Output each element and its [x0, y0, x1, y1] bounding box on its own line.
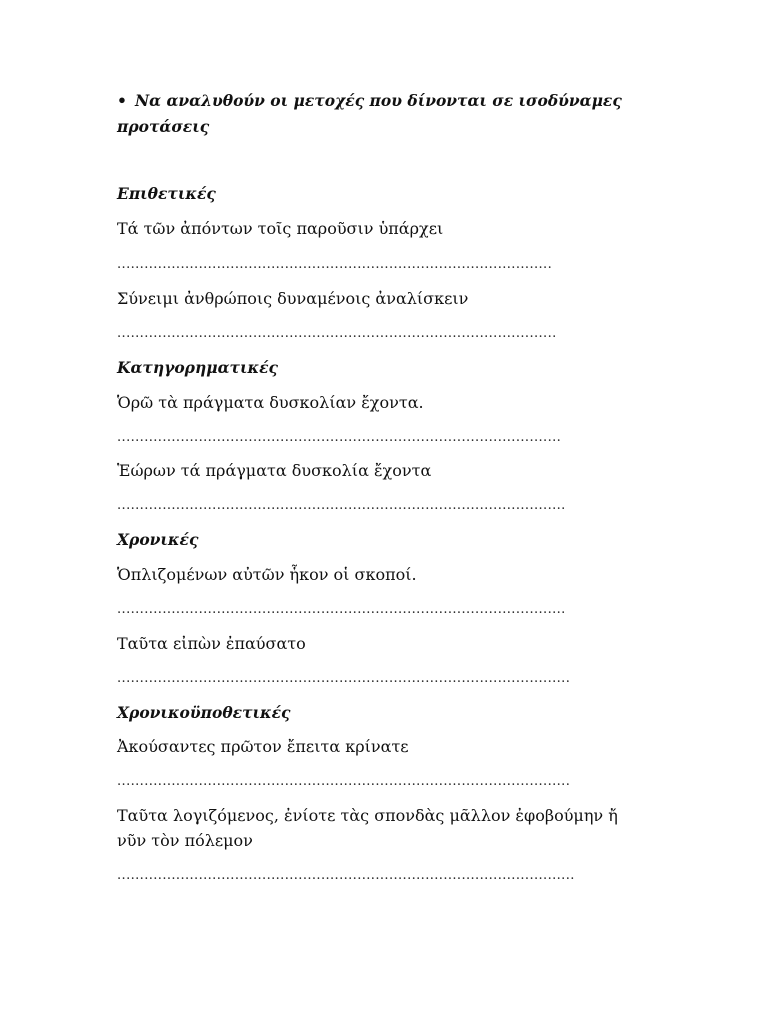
answer-line-5[interactable]: ...................................................................................................	[117, 602, 566, 617]
sentence-1: Τά τῶν ἀπόντων τοῖς παροῦσιν ὑπάρχει	[117, 219, 444, 238]
bullet-icon: •	[117, 91, 127, 110]
answer-line-6[interactable]: ....................................................................................................	[117, 671, 571, 686]
sentence-2: Σύνειμι ἀνθρώποις δυναμένοις ἀναλίσκειν	[117, 289, 469, 308]
answer-line-2[interactable]: .................................................................................................	[117, 326, 557, 341]
answer-line-4[interactable]: ...................................................................................................	[117, 498, 566, 513]
answer-line-1[interactable]: ................................................................................................	[117, 257, 553, 272]
sentence-3: Ὁρῶ τὰ πράγματα δυσκολίαν ἔχοντα.	[117, 393, 424, 412]
sentence-6: Ταῦτα εἰπὼν ἐπαύσατο	[117, 634, 306, 653]
sentence-4: Ἑώρων τά πράγματα δυσκολία ἔχοντα	[117, 461, 432, 480]
sentence-7: Ἀκούσαντες πρῶτον ἔπειτα κρίνατε	[117, 737, 409, 756]
instruction-line-1	[117, 90, 622, 112]
sentence-8-line-1: Ταῦτα λογιζόμενος, ἐνίοτε τὰς σπονδὰς μᾶλλον ἐφοβούμην ἤ	[117, 806, 618, 825]
section-heading-chronikes: Χρονικές	[117, 530, 199, 549]
answer-line-8[interactable]: .....................................................................................................	[117, 868, 575, 883]
instruction-text-1: Να αναλυθούν οι μετοχές που δίνονται σε ισοδύναμες	[135, 91, 622, 110]
section-heading-kategorematikes: Κατηγορηματικές	[117, 358, 278, 377]
answer-line-3[interactable]: ..................................................................................................	[117, 430, 562, 445]
sentence-8-line-2: νῦν τὸν πόλεμον	[117, 831, 253, 850]
answer-line-7[interactable]: ....................................................................................................	[117, 774, 571, 789]
section-heading-chronikoypothetikes: Χρονικοϋποθετικές	[117, 703, 291, 722]
instruction-line-2: προτάσεις	[117, 117, 210, 136]
section-heading-epithetikes: Επιθετικές	[117, 184, 216, 203]
sentence-5: Ὁπλιζομένων αὐτῶν ἧκον οἱ σκοποί.	[117, 565, 417, 584]
